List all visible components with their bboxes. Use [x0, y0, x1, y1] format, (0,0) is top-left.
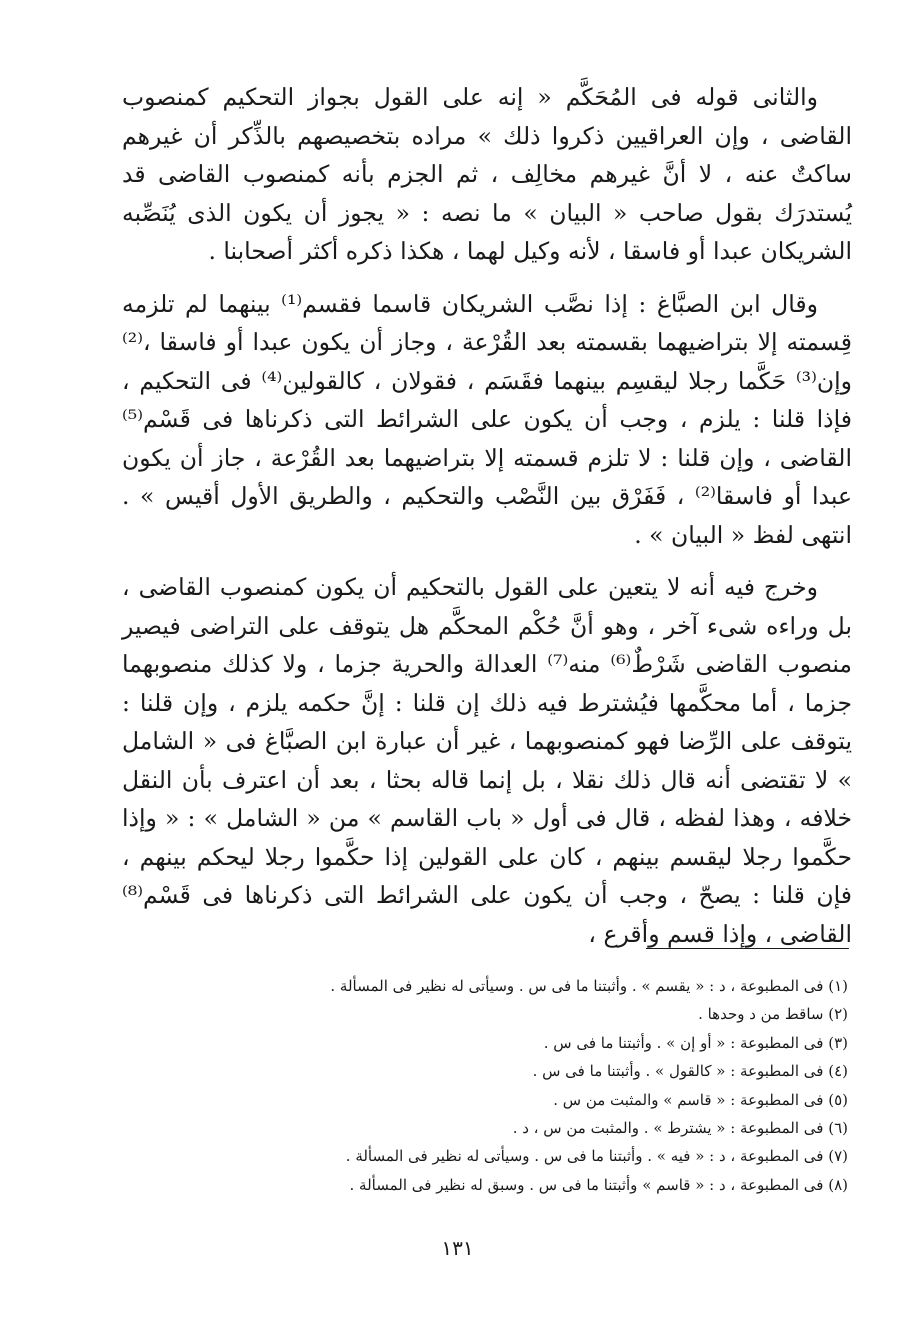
footnotes	[200, 972, 848, 1199]
paragraph-2: وقال ابن الصبَّاغ : إذا نصَّب الشريكان قاسما فقسم⁽¹⁾ بينهما لم تلزمه قِسمته إلا بتراضيهما بقسمته بعد القُرْعة ، وجاز أن يكون عبدا أو فاسقا ،⁽²⁾ وإن⁽³⁾ حَكَّما رجلا ليقسِم بينهما فقَسَم ، فقولان ، كالقولين⁽⁴⁾ فى التحكيم ، فإذا قلنا : يلزم ، وجب أن يكون على الشرائط التى ذكرناها فى قَسْم⁽⁵⁾ القاضى ، وإن قلنا : لا تلزم قسمته إلا بتراضيهما بعد القُرْعة ، جاز أن يكون عبدا أو فاسقا⁽²⁾ ، فَفَرْق بين النَّصْب والتحكيم ، والطريق الأول أقيس » . انتهى لفظ « البيان » .	[122, 289, 852, 549]
page-number: ١٣١	[441, 1236, 474, 1260]
footnote-7: (٧) فى المطبوعة ، د : « فيه » . وأثبتنا ما فى س . وسيأتى له نظير فى المسألة .	[345, 1147, 848, 1166]
footnote-separator	[646, 948, 849, 949]
footnote-5: (٥) فى المطبوعة : « قاسم » والمثبت من س .	[553, 1090, 848, 1109]
footnote-8: (٨) فى المطبوعة ، د : « قاسم » وأثبتنا ما فى س . وسبق له نظير فى المسألة .	[349, 1175, 848, 1194]
footnote-3: (٣) فى المطبوعة : « أو إن » . وأثبتنا ما فى س .	[543, 1033, 848, 1052]
paragraph-1: والثانى قوله فى المُحَكَّم « إنه على القول بجواز التحكيم كمنصوب القاضى ، وإن العراقيين ذكروا ذلك » مراده بتخصيصهم بالذِّكر أن غيرهم ساكتٌ عنه ، لا أنَّ غيرهم مخالِف ، ثم الجزم بأنه كمنصوب القاضى قد يُستدرَك بقول صاحب « البيان » ما نصه : « يجوز أن يكون الذى يُنَصِّبه الشريكان عبدا أو فاسقا ، لأنه وكيل لهما ، هكذا ذكره أكثر أصحابنا .	[122, 83, 852, 265]
footnote-1: (١) فى المطبوعة ، د : « يقسم » . وأثبتنا ما فى س . وسيأتى له نظير فى المسألة .	[330, 977, 848, 995]
paragraph-3: وخرج فيه أنه لا يتعين على القول بالتحكيم أن يكون كمنصوب القاضى ، بل وراءه شىء آخر ، وهو أنَّ حُكْم المحكَّم هل يتوقف على التراضى فيصير منصوب القاضى شَرْطٌ⁽⁶⁾ منه⁽⁷⁾ العدالة والحرية جزما ، ولا كذلك منصوبهما جزما ، أما محكَّمها فيُشترط فيه ذلك إن قلنا : إنَّ حكمه يلزم ، وإن قلنا : يتوقف على الرِّضا فهو كمنصوبهما ، غير أن عبارة ابن الصبَّاغ فى « الشامل » لا تقتضى أنه قال ذلك نقلا ، بل إنما قاله بحثا ، بعد أن اعترف بأن النقل خلافه ، وهذا لفظه ، قال فى أول « باب القاسم » من « الشامل » : « وإذا حكَّموا رجلا ليقسم بينهم ، كان على القولين إذا حكَّموا رجلا ليحكم بينهم ، فإن قلنا : يصحّ ، وجب أن يكون على الشرائط التى ذكرناها فى قَسْم⁽⁸⁾ القاضى ، وإذا قسم وأقرع ،	[122, 573, 852, 948]
footnote-2: (٢) ساقط من د وحدها .	[698, 1005, 848, 1024]
main-text	[122, 78, 852, 953]
footnote-4: (٤) فى المطبوعة : « كالقول » . وأثبتنا ما فى س .	[532, 1062, 848, 1081]
footnote-6: (٦) فى المطبوعة : « يشترط » . والمثبت من س ، د .	[512, 1119, 848, 1138]
